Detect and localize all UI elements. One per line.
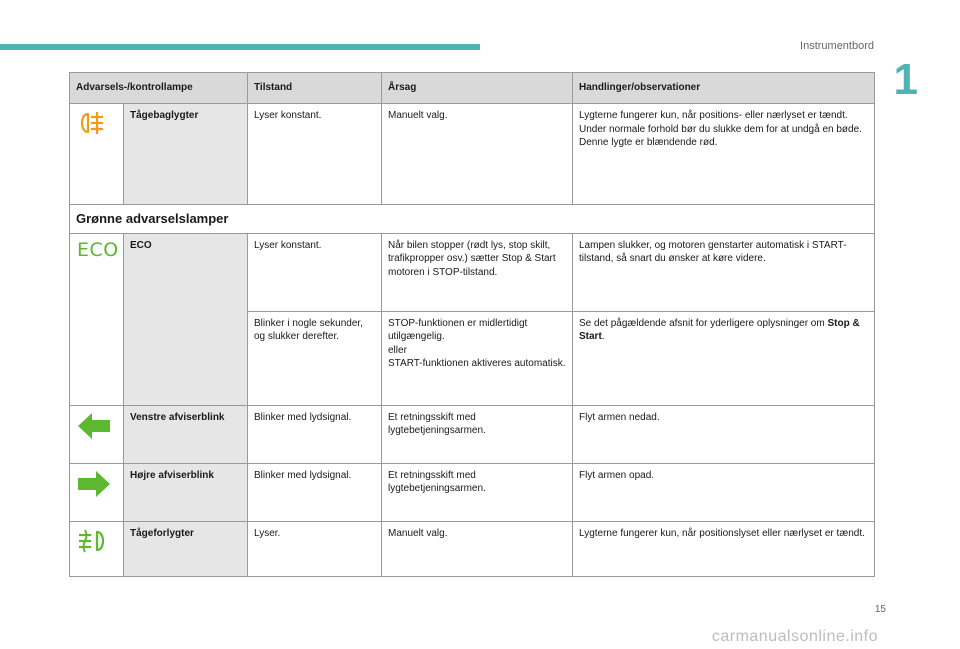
table-row (70, 521, 875, 576)
warning-lamps-table (69, 72, 875, 577)
action-line: Denne lygte er blændende rød. (579, 137, 718, 148)
cause-line: STOP-funktionen er midlertidigt utilgængelig. (388, 317, 528, 343)
lamp-action: Lygterne fungerer kun, når positionslyset eller nærlyset er tændt. (573, 521, 875, 576)
header-accent-bar (0, 44, 480, 50)
column-header-cause: Årsag (382, 73, 573, 104)
lamp-cause: Et retningsskift med lygtebetjeningsarmen. (382, 405, 573, 463)
lamp-action: Flyt armen opad. (573, 463, 875, 521)
lamp-state: Blinker med lydsignal. (248, 463, 382, 521)
lamp-icon-cell (70, 233, 124, 405)
lamp-state: Blinker i nogle sekunder, og slukker derefter. (248, 311, 382, 405)
lamp-icon-cell (70, 104, 124, 205)
action-line: Lygterne fungerer kun, når positions- eller nærlyset er tændt. (579, 110, 848, 121)
page-number: 15 (874, 604, 886, 615)
lamp-icon-cell (70, 405, 124, 463)
table-row (70, 463, 875, 521)
left-arrow-icon (76, 433, 112, 444)
lamp-cause: Manuelt valg. (382, 521, 573, 576)
column-header-action: Handlinger/observationer (573, 73, 875, 104)
lamp-state: Lyser. (248, 521, 382, 576)
watermark: carmanualsonline.info (711, 628, 878, 645)
section-title: Instrumentbord (800, 40, 874, 52)
cause-line: START-funktionen aktiveres automatisk. (388, 358, 566, 370)
lamp-action (573, 104, 875, 205)
chapter-number: 1 (893, 55, 918, 104)
lamp-name: Højre afviserblink (124, 463, 248, 521)
lamp-name: Venstre afviserblink (124, 405, 248, 463)
lamp-name: Tågeforlygter (124, 521, 248, 576)
section-row (70, 205, 875, 234)
lamp-cause: Et retningsskift med lygtebetjeningsarmen. (382, 463, 573, 521)
lamp-cause: Manuelt valg. (382, 104, 573, 205)
right-arrow-icon (76, 491, 112, 502)
eco-icon (76, 238, 122, 262)
stop-start-reference: Stop & Start (579, 317, 860, 343)
lamp-icon-cell (70, 521, 124, 576)
section-heading-green-lamps: Grønne advarselslamper (70, 205, 875, 234)
column-header-state: Tilstand (248, 73, 382, 104)
lamp-action: Flyt armen nedad. (573, 405, 875, 463)
svg-text:ECO: ECO (77, 238, 119, 259)
lamp-name: Tågebaglygter (124, 104, 248, 205)
column-header-lamp: Advarsels-/kontrollampe (70, 73, 248, 104)
lamp-cause: Når bilen stopper (rødt lys, stop skilt, trafikpropper osv.) sætter Stop & Start motoren i STOP-tilstand. (382, 233, 573, 311)
lamp-state: Lyser konstant. (248, 104, 382, 205)
table-row (70, 104, 875, 205)
table-row (70, 405, 875, 463)
lamp-state: Lyser konstant. (248, 233, 382, 311)
cause-line: eller (388, 344, 407, 356)
front-fog-lamp-icon (76, 547, 110, 558)
lamp-icon-cell (70, 463, 124, 521)
lamp-cause (382, 311, 573, 405)
lamp-name: ECO (124, 233, 248, 405)
lamp-state: Blinker med lydsignal. (248, 405, 382, 463)
table-header-row (70, 73, 875, 104)
lamp-action: Lampen slukker, og motoren genstarter automatisk i START-tilstand, så snart du ønsker at køre videre. (573, 233, 875, 311)
table-row (70, 233, 875, 311)
rear-fog-lamp-icon (76, 129, 110, 140)
action-line: Under normale forhold bør du slukke dem for at undgå en bøde. (579, 123, 862, 135)
action-text: Se det pågældende afsnit for yderligere oplysninger om (579, 317, 828, 329)
lamp-action (573, 311, 875, 405)
action-suffix: . (601, 331, 605, 343)
